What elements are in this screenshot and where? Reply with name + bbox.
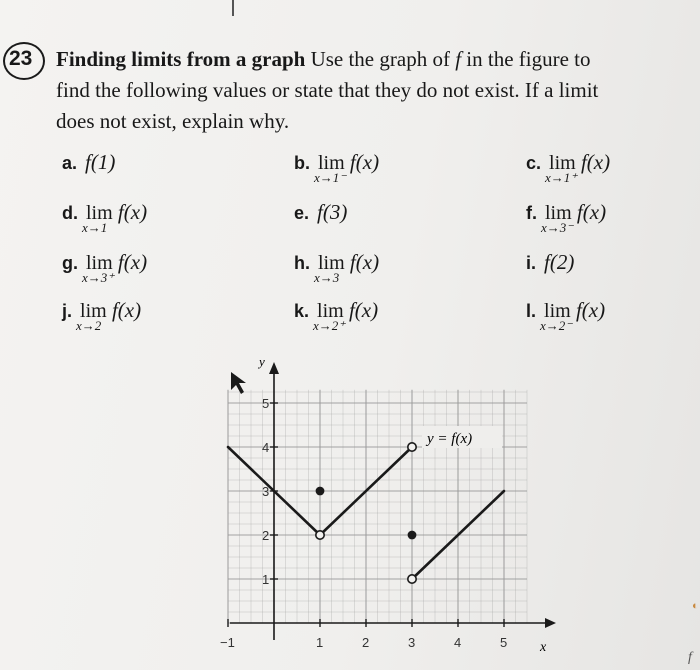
x-axis-label: x [540, 640, 547, 655]
problem-title: Finding limits from a graph [56, 47, 306, 71]
y-tick-label: 2 [262, 528, 270, 543]
lim-subscript: x→2⁻ [540, 318, 573, 333]
open-point [408, 443, 416, 451]
y-tick-label: 4 [262, 440, 270, 455]
item-label: b. [294, 153, 310, 173]
lim-subscript: x→2⁺ [313, 318, 346, 333]
x-tick-label: −1 [220, 635, 235, 650]
item-label: f. [526, 203, 537, 223]
item-label: g. [62, 253, 78, 273]
lim-word: lim [86, 252, 113, 274]
lim-word: lim [545, 202, 572, 224]
item-label: e. [294, 203, 310, 223]
lim-word: lim [80, 300, 107, 322]
lim-subscript: x→3⁻ [541, 220, 574, 235]
y-tick-label: 1 [262, 572, 270, 587]
lim-subscript: x→2 [76, 318, 102, 333]
item-label: c. [526, 153, 542, 173]
x-axis-arrow-icon [545, 618, 556, 628]
problem-text-prefix: Use the graph of [310, 47, 456, 71]
function-label: y = f(x) [427, 431, 473, 447]
lim-word: lim [318, 152, 345, 174]
item-label: i. [526, 253, 537, 273]
graph-grid [228, 390, 527, 623]
item-label: k. [294, 301, 310, 321]
item-expression: f(2) [544, 250, 575, 274]
x-tick-label: 5 [500, 635, 508, 650]
problem-text-line3: does not exist, explain why. [56, 109, 290, 133]
y-axis-arrow-icon [269, 362, 279, 374]
lim-word: lim [86, 202, 113, 224]
item-expression: f(1) [85, 150, 116, 174]
item-expression: f(3) [317, 200, 348, 224]
item-expression: f(x) [580, 150, 611, 174]
graph-axes [230, 362, 556, 640]
open-point [316, 531, 324, 539]
item-expression: f(x) [117, 250, 148, 274]
y-tick-label: 5 [262, 396, 270, 411]
problem-text-line2: find the following values or state that they do not exist. If a limit [56, 78, 599, 102]
lim-word: lim [317, 300, 344, 322]
item-expression: f(x) [575, 298, 606, 322]
lim-subscript: x→3⁺ [82, 270, 115, 285]
lim-word: lim [549, 152, 576, 174]
item-label: l. [526, 301, 537, 321]
lim-subscript: x→3 [314, 270, 340, 285]
item-label: d. [62, 203, 78, 223]
x-tick-label: 1 [316, 635, 324, 650]
x-tick-label: 3 [408, 635, 416, 650]
function-symbol: f [455, 47, 462, 71]
lim-subscript: x→1⁻ [314, 170, 347, 185]
problem-number: 23 [9, 47, 33, 70]
y-axis-label: y [259, 354, 265, 369]
item-expression: f(x) [348, 298, 379, 322]
item-label: h. [294, 253, 310, 273]
item-expression: f(x) [576, 200, 607, 224]
item-expression: f(x) [111, 298, 142, 322]
y-tick-label: 3 [262, 484, 270, 499]
cursor-arrow-icon [231, 372, 246, 394]
edge-mark: ◐ [692, 600, 699, 612]
problem-text-line1: in the figure to [461, 47, 591, 71]
item-expression: f(x) [349, 250, 380, 274]
lim-word: lim [544, 300, 571, 322]
closed-point [408, 531, 417, 540]
closed-point [316, 487, 325, 496]
item-expression: f(x) [117, 200, 148, 224]
lim-subscript: x→1⁺ [545, 170, 578, 185]
lim-subscript: x→1 [82, 220, 108, 235]
item-label: a. [62, 153, 78, 173]
item-expression: f(x) [349, 150, 380, 174]
next-page-glyph: f [688, 650, 692, 665]
open-point [408, 575, 416, 583]
item-label: j. [62, 301, 73, 321]
x-tick-label: 4 [454, 635, 462, 650]
x-tick-label: 2 [362, 635, 370, 650]
lim-word: lim [318, 252, 345, 274]
